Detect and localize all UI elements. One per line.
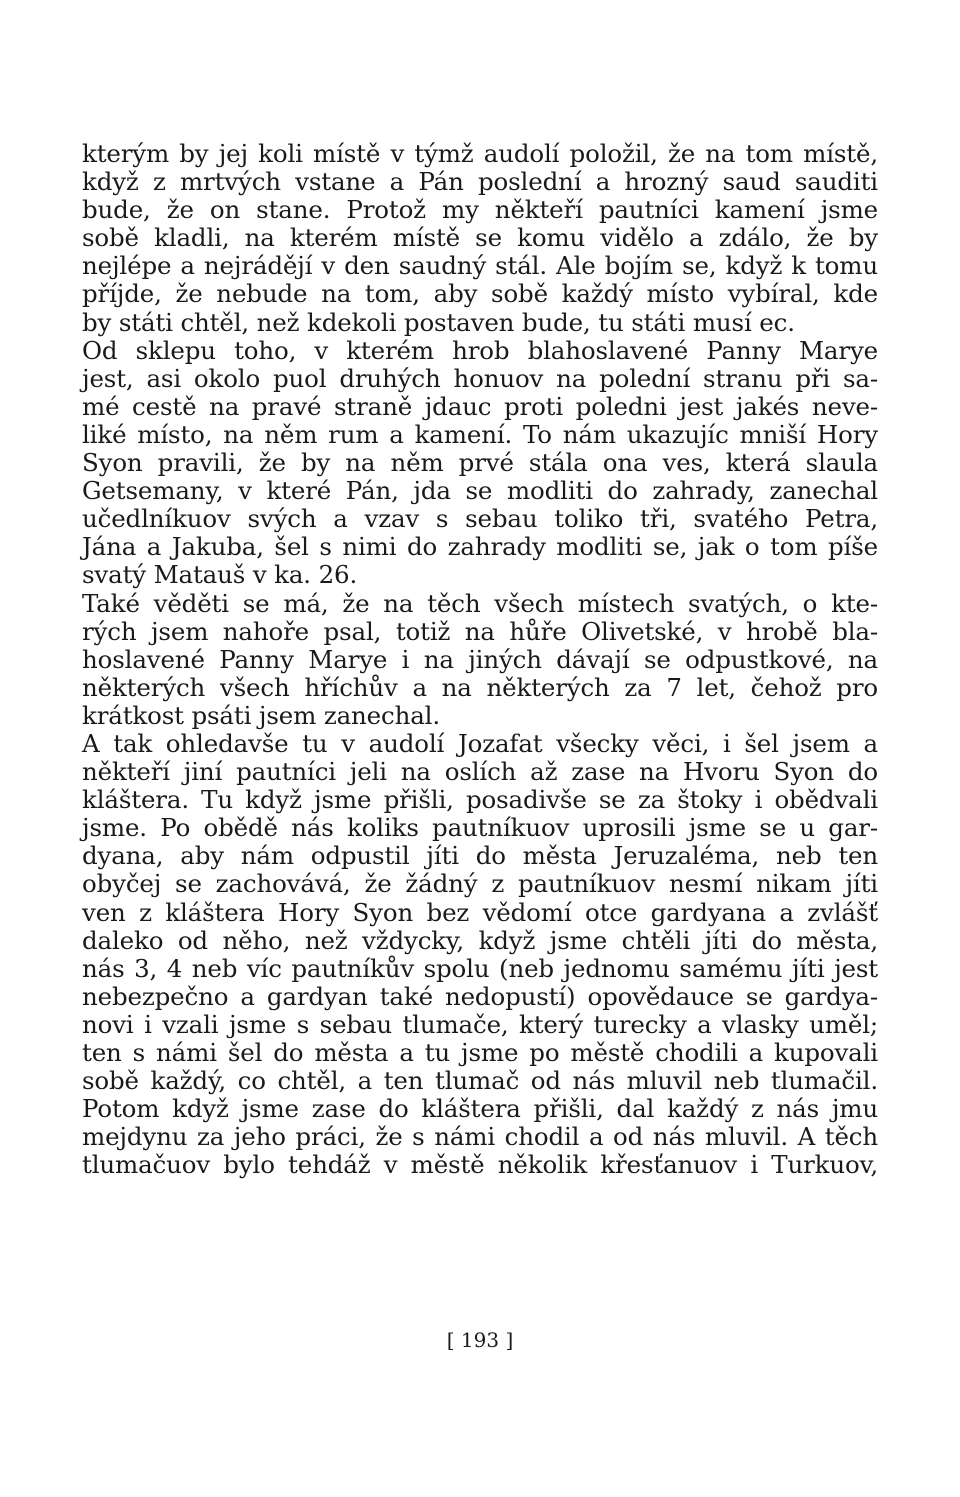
text-line: mé cestě na pravé straně jdauc proti poledni jest jakés neve- bbox=[82, 391, 878, 421]
text-line: kláštera. Tu když jsme přišli, posadivše se za štoky i obědvali bbox=[82, 785, 878, 815]
text-line: Od sklepu toho, v kterém hrob blahoslavené Panny Marye bbox=[82, 335, 878, 365]
text-line: kterým by jej koli místě v týmž audolí položil, že na tom místě, bbox=[82, 139, 878, 168]
text-line: krátkost psáti jsem zanechal. bbox=[82, 700, 441, 730]
text-line: novi i vzali jsme s sebau tlumače, který turecky a vlasky uměl; bbox=[82, 1009, 878, 1039]
text-line: sobě kladli, na kterém místě se komu vidělo a zdálo, že by bbox=[82, 223, 878, 253]
text-line: hoslavené Panny Marye i na jiných dávají se odpustkové, na bbox=[82, 644, 878, 674]
text-line: když z mrtvých vstane a Pán poslední a hrozný saud sauditi bbox=[82, 167, 878, 197]
text-line: A tak ohledavše tu v audolí Jozafat všecky věci, i šel jsem a bbox=[82, 728, 878, 758]
text-line: by státi chtěl, než kdekoli postaven bude, tu státi musí ec. bbox=[82, 307, 795, 337]
text-line: Potom když jsme zase do kláštera přišli, dal každý z nás jmu bbox=[82, 1094, 878, 1124]
body-text bbox=[82, 140, 878, 1179]
text-line: tlumačuov bylo tehdáž v městě několik křesťanuov i Turkuov, bbox=[82, 1150, 878, 1180]
text-line: učedlníkuov svých a vzav s sebau toliko tři, svatého Petra, bbox=[82, 504, 878, 534]
text-line: daleko od něho, než vždycky, když jsme chtěli jíti do města, bbox=[82, 925, 878, 955]
text-line: někteří jiní pautníci jeli na oslích až zase na Hvoru Syon do bbox=[82, 757, 878, 787]
text-line: některých všech hříchův a na některých za 7 let, čehož pro bbox=[82, 672, 878, 702]
text-line: liké místo, na něm rum a kamení. To nám ukazujíc mniší Hory bbox=[82, 419, 878, 449]
text-line: nás 3, 4 neb víc pautníkův spolu (neb jednomu samému jíti jest bbox=[82, 953, 878, 983]
text-line: rých jsem nahoře psal, totiž na hůře Olivetské, v hrobě bla- bbox=[82, 616, 878, 646]
text-line: Také věděti se má, že na těch všech místech svatých, o kte- bbox=[82, 588, 878, 618]
text-line: Jána a Jakuba, šel s nimi do zahrady modliti se, jak o tom píše bbox=[82, 532, 878, 562]
text-line: bude, že on stane. Protož my někteří pautníci kamení jsme bbox=[82, 195, 878, 225]
text-line: Syon pravili, že by na něm prvé stála ona ves, která slaula bbox=[82, 448, 878, 478]
text-line: jsme. Po obědě nás koliks pautníkuov uprosili jsme se u gar- bbox=[82, 813, 878, 843]
text-line: ven z kláštera Hory Syon bez vědomí otce gardyana a zvlášť bbox=[82, 897, 878, 927]
text-line: nebezpečno a gardyan také nedopustí) opovědauce se gardya- bbox=[82, 981, 878, 1011]
text-line: obyčej se zachovává, že žádný z pautníkuov nesmí nikam jíti bbox=[82, 869, 878, 899]
text-line: sobě každý, co chtěl, a ten tlumač od nás mluvil neb tlumačil. bbox=[82, 1066, 878, 1096]
text-line: příjde, že nebude na tom, aby sobě každý místo vybíral, kde bbox=[82, 279, 878, 309]
page-number: [ 193 ] bbox=[446, 1328, 514, 1352]
text-line: jest, asi okolo puol druhých honuov na polední stranu při sa- bbox=[82, 363, 878, 393]
text-line: dyana, aby nám odpustil jíti do města Jeruzaléma, neb ten bbox=[82, 841, 878, 871]
text-line: mejdynu za jeho práci, že s námi chodil a od nás mluvil. A těch bbox=[82, 1122, 878, 1152]
text-line: ten s námi šel do města a tu jsme po městě chodili a kupovali bbox=[82, 1038, 878, 1067]
text-line: svatý Matauš v ka. 26. bbox=[82, 560, 358, 590]
text-line: Getsemany, v které Pán, jda se modliti do zahrady, zanechal bbox=[82, 476, 878, 506]
text-line: nejlépe a nejrádějí v den saudný stál. Ale bojím se, když k tomu bbox=[82, 251, 878, 281]
